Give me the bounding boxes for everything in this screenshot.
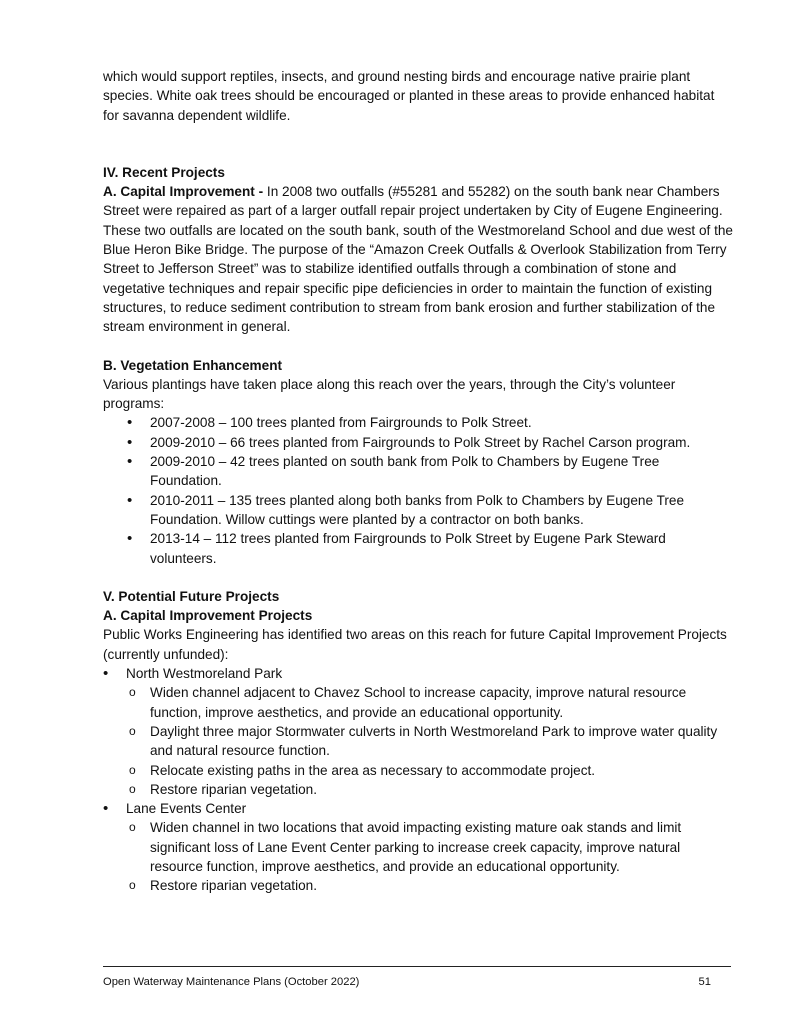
document-body (103, 67, 733, 896)
list-item: • 2009-2010 – 42 trees planted on south bank from Polk to Chambers by Eugene Tree Foundation. (103, 452, 733, 491)
project-areas-list (103, 799, 733, 818)
capital-improvement-paragraph (103, 182, 733, 336)
capital-projects-heading: A. Capital Improvement Projects (103, 608, 313, 624)
footer-title: Open Waterway Maintenance Plans (October 2022) (103, 976, 360, 988)
area-name: • North Westmoreland Park (126, 666, 282, 681)
list-item: o Widen channel adjacent to Chavez School to increase capacity, improve natural resource function, improve aesthetics, and provide an educational opportunity. (127, 683, 733, 722)
capital-projects-paragraph: Public Works Engineering has identified two areas on this reach for future Capital Improvement Projects (currently unfunded): (103, 627, 727, 662)
vegetation-paragraph: Various plantings have taken place along this reach over the years, through the City’s volunteer programs: (103, 376, 676, 412)
page-footer (103, 966, 731, 989)
list-item: • 2010-2011 – 135 trees planted along both banks from Polk to Chambers by Eugene Tree Foundation. Willow cuttings were planted by a contractor on both banks. (103, 491, 733, 530)
list-item: o Restore riparian vegetation. (127, 780, 733, 799)
list-item: o Daylight three major Stormwater culverts in North Westmoreland Park to improve water quality and natural resource function. (127, 722, 733, 761)
list-item (103, 799, 733, 818)
list-item (103, 664, 733, 683)
section-heading-recent-projects: IV. Recent Projects (103, 164, 225, 180)
section-heading-future-projects: V. Potential Future Projects (103, 588, 280, 604)
list-item: o Relocate existing paths in the area as necessary to accommodate project. (127, 761, 733, 780)
capital-improvement-label: A. Capital Improvement - (103, 184, 264, 200)
sub-list (103, 683, 733, 799)
list-item: o Widen channel in two locations that avoid impacting existing mature oak stands and limit significant loss of Lane Event Center parking to increase creek capacity, improve natural resource function, improve aesthetics, and provide an educational opportunity. (127, 818, 733, 876)
list-item: • 2007-2008 – 100 trees planted from Fairgrounds to Polk Street. (103, 413, 733, 432)
sub-list (103, 818, 733, 895)
capital-improvement-text: In 2008 two outfalls (#55281 and 55282) on the south bank near Chambers Street were repaired as part of a larger outfall repair project undertaken by City of Eugene Engineering. These two outfalls are located on the south bank, south of the Westmoreland School and due west of the Blue Heron Bike Bridge. The purpose of the “Amazon Creek Outfalls & Overlook Stabilization from Terry Street to Jefferson Street” was to stabilize identified outfalls through a combination of stone and vegetative techniques and repair specific pipe deficiencies in order to maintain the function of existing structures, to reduce sediment contribution to stream from bank erosion and further stabilization of the stream environment in general. (103, 184, 733, 335)
vegetation-heading: B. Vegetation Enhancement (103, 357, 283, 373)
vegetation-list (103, 413, 733, 567)
project-areas-list (103, 664, 733, 683)
intro-paragraph: which would support reptiles, insects, and ground nesting birds and encourage native prairie plant species. White oak trees should be encouraged or planted in these areas to provide enhanced habitat for savanna dependent wildlife. (103, 69, 715, 123)
area-name: • Lane Events Center (126, 801, 246, 816)
page-number: 51 (698, 976, 711, 988)
list-item: • 2009-2010 – 66 trees planted from Fairgrounds to Polk Street by Rachel Carson program. (103, 433, 733, 452)
list-item: o Restore riparian vegetation. (127, 876, 733, 895)
list-item: • 2013-14 – 112 trees planted from Fairgrounds to Polk Street by Eugene Park Steward volunteers. (103, 529, 733, 568)
